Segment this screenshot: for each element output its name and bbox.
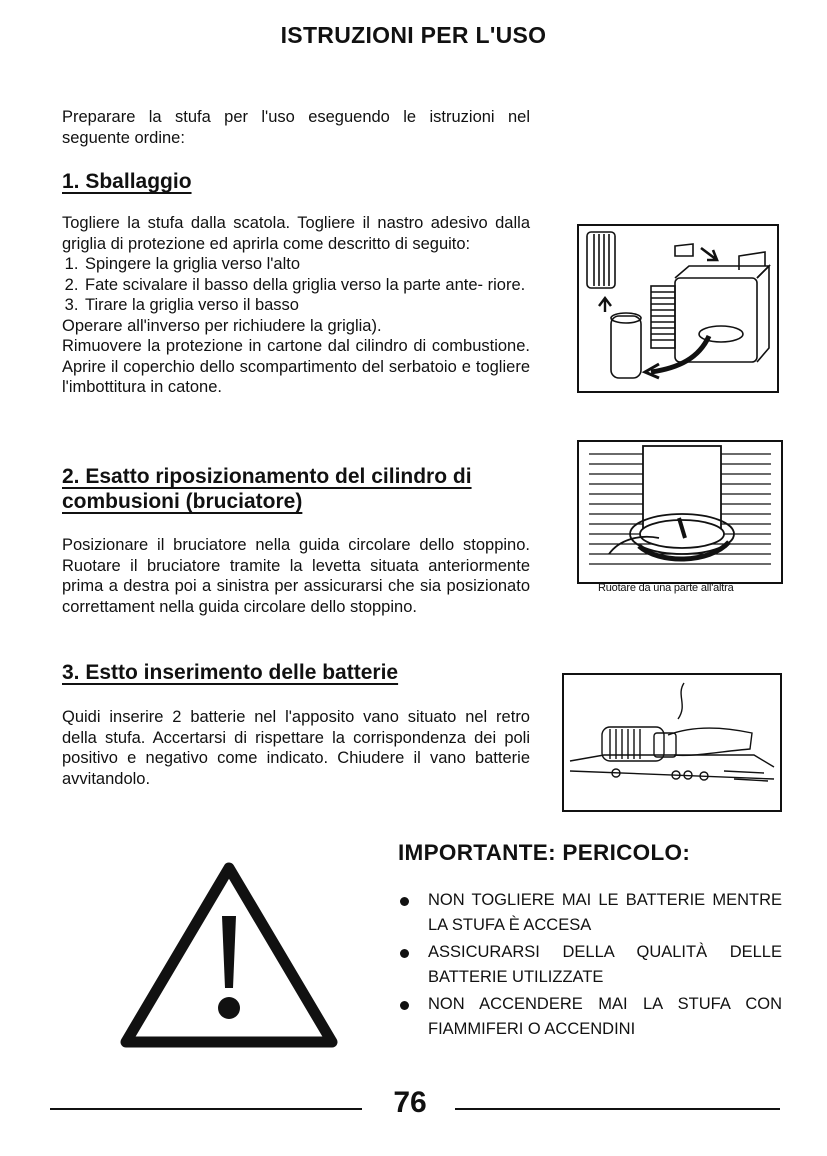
important-item bbox=[398, 992, 782, 1042]
burner-figure bbox=[577, 440, 783, 584]
important-title: IMPORTANTE: PERICOLO: bbox=[398, 840, 691, 865]
important-item-text: NON TOGLIERE MAI LE BATTERIE MENTRE LA STUFA È ACCESA bbox=[428, 891, 782, 934]
section3-heading-text: 3. Estto inserimento delle batterie bbox=[62, 661, 399, 684]
intro-paragraph bbox=[62, 107, 530, 148]
bullet-icon bbox=[400, 897, 409, 906]
warning-triangle-icon bbox=[118, 860, 340, 1050]
section1-steps bbox=[62, 254, 530, 316]
section1-line1: Togliere la stufa dalla scatola. Togliere il nastro adesivo dalla griglia di protezione ed aprirla come descritto di seguito: bbox=[62, 214, 530, 253]
important-item bbox=[398, 888, 782, 938]
section3-heading bbox=[62, 660, 398, 685]
important-item-text: ASSICURARSI DELLA QUALITÀ DELLE BATTERIE UTILIZZATE bbox=[428, 943, 782, 986]
burner-caption: Ruotare da una parte all'altra bbox=[598, 582, 734, 594]
section3-text: Quidi inserire 2 batterie nel l'apposito vano situato nel retro della stufa. Accertarsi di rispettare la corrispondenza dei poli positivo e negativo come indicato. Chiudere il vano batterie avvitandolo. bbox=[62, 708, 530, 788]
bullet-icon bbox=[400, 949, 409, 958]
stove-grille-figure bbox=[577, 224, 779, 393]
section1-step-2: 2. Fate scivalare il basso della griglia verso la parte ante- riore. bbox=[83, 275, 530, 296]
section1-body bbox=[62, 213, 530, 398]
burner-illustration bbox=[579, 442, 781, 582]
footer-rule-right bbox=[455, 1108, 780, 1110]
important-item-text: NON ACCENDERE MAI LA STUFA CON FIAMMIFERI O ACCENDINI bbox=[428, 995, 782, 1038]
page-number: 76 bbox=[393, 1086, 427, 1119]
section3-body bbox=[62, 707, 530, 789]
section2-body bbox=[62, 535, 530, 617]
page-title: ISTRUZIONI PER L'USO bbox=[280, 22, 547, 48]
section1-line3: Rimuovere la protezione in cartone dal cilindro di combustione. Aprire il coperchio dello scompartimento del serbatoio e togliere l'imbottitura in catone. bbox=[62, 337, 530, 396]
section2-heading-line1: 2. Esatto riposizionamento del cilindro di bbox=[62, 465, 472, 488]
footer-rule-left bbox=[50, 1108, 362, 1110]
intro-text: Preparare la stufa per l'uso eseguendo le istruzioni nel seguente ordine: bbox=[62, 108, 530, 147]
important-item bbox=[398, 940, 782, 990]
section1-line2: Operare all'inverso per richiudere la griglia). bbox=[62, 316, 382, 335]
bullet-icon bbox=[400, 1001, 409, 1010]
battery-figure bbox=[562, 673, 782, 812]
section2-text: Posizionare il bruciatore nella guida circolare dello stoppino. Ruotare il bruciatore tramite la levetta situata anteriormente prima a destra poi a sinistra per assicurarsi che sia posizionato correttament nella guida circolare dello stoppino. bbox=[62, 536, 530, 616]
battery-illustration bbox=[564, 675, 780, 810]
section1-step-1: 1. Spingere la griglia verso l'alto bbox=[83, 254, 530, 275]
section2-heading bbox=[62, 464, 532, 514]
important-list bbox=[398, 888, 782, 1044]
section1-step-3: 3. Tirare la griglia verso il basso bbox=[83, 295, 530, 316]
section1-heading bbox=[62, 169, 192, 194]
stove-grille-illustration bbox=[579, 226, 777, 391]
section1-heading-text: 1. Sballaggio bbox=[62, 170, 192, 193]
section2-heading-line2: combusioni (bruciatore) bbox=[62, 490, 303, 513]
